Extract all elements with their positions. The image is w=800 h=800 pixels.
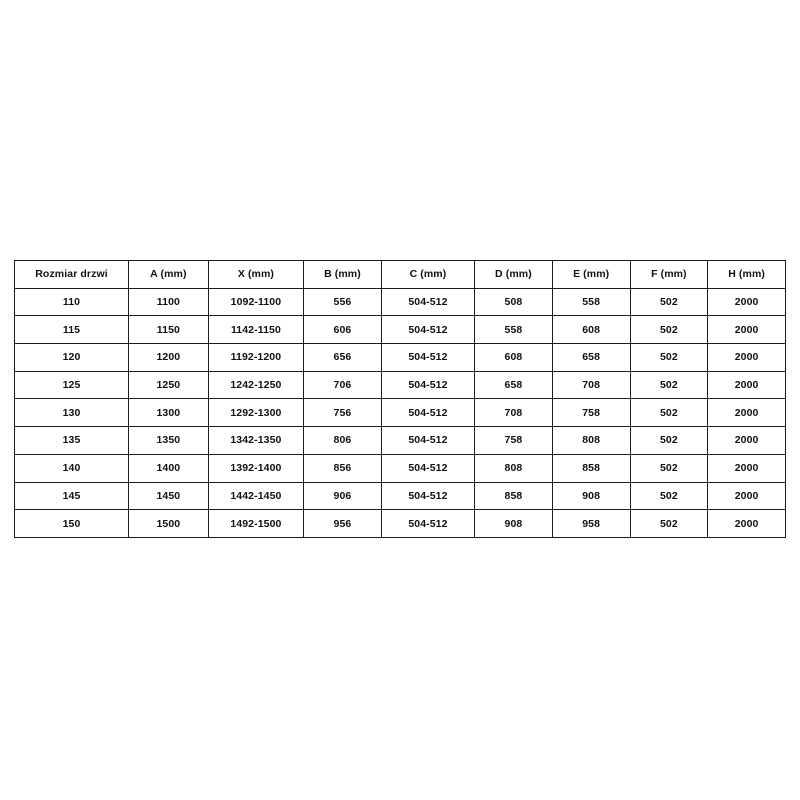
specification-table (14, 260, 786, 538)
cell-b: 906 (304, 482, 382, 510)
cell-f: 502 (630, 399, 708, 427)
cell-c: 504-512 (381, 399, 474, 427)
cell-b: 556 (304, 288, 382, 316)
cell-x: 1192-1200 (208, 344, 303, 372)
column-header-a: A (mm) (128, 261, 208, 289)
cell-b: 806 (304, 427, 382, 455)
cell-e: 708 (552, 371, 630, 399)
cell-a: 1300 (128, 399, 208, 427)
table-header-row (15, 261, 786, 289)
cell-c: 504-512 (381, 344, 474, 372)
cell-h: 2000 (708, 454, 786, 482)
cell-h: 2000 (708, 316, 786, 344)
specification-table-container (14, 260, 786, 538)
cell-d: 758 (475, 427, 553, 455)
table-row (15, 427, 786, 455)
cell-c: 504-512 (381, 482, 474, 510)
cell-door-size: 125 (15, 371, 129, 399)
cell-e: 908 (552, 482, 630, 510)
column-header-e: E (mm) (552, 261, 630, 289)
cell-h: 2000 (708, 427, 786, 455)
cell-door-size: 120 (15, 344, 129, 372)
column-header-x: X (mm) (208, 261, 303, 289)
cell-a: 1150 (128, 316, 208, 344)
cell-a: 1350 (128, 427, 208, 455)
cell-h: 2000 (708, 288, 786, 316)
cell-h: 2000 (708, 510, 786, 538)
table-row (15, 510, 786, 538)
cell-h: 2000 (708, 344, 786, 372)
cell-e: 958 (552, 510, 630, 538)
cell-e: 858 (552, 454, 630, 482)
cell-f: 502 (630, 454, 708, 482)
cell-b: 606 (304, 316, 382, 344)
cell-a: 1500 (128, 510, 208, 538)
cell-e: 808 (552, 427, 630, 455)
cell-a: 1250 (128, 371, 208, 399)
cell-c: 504-512 (381, 427, 474, 455)
table-row (15, 371, 786, 399)
cell-e: 758 (552, 399, 630, 427)
cell-x: 1442-1450 (208, 482, 303, 510)
cell-e: 608 (552, 316, 630, 344)
cell-c: 504-512 (381, 454, 474, 482)
cell-door-size: 150 (15, 510, 129, 538)
cell-x: 1492-1500 (208, 510, 303, 538)
cell-door-size: 135 (15, 427, 129, 455)
cell-d: 658 (475, 371, 553, 399)
cell-door-size: 140 (15, 454, 129, 482)
cell-door-size: 110 (15, 288, 129, 316)
cell-x: 1242-1250 (208, 371, 303, 399)
cell-a: 1200 (128, 344, 208, 372)
cell-door-size: 145 (15, 482, 129, 510)
table-row (15, 399, 786, 427)
cell-b: 856 (304, 454, 382, 482)
cell-c: 504-512 (381, 510, 474, 538)
cell-e: 658 (552, 344, 630, 372)
cell-a: 1400 (128, 454, 208, 482)
cell-a: 1450 (128, 482, 208, 510)
cell-d: 858 (475, 482, 553, 510)
cell-b: 956 (304, 510, 382, 538)
cell-f: 502 (630, 344, 708, 372)
cell-c: 504-512 (381, 371, 474, 399)
table-row (15, 288, 786, 316)
cell-b: 706 (304, 371, 382, 399)
column-header-c: C (mm) (381, 261, 474, 289)
cell-h: 2000 (708, 482, 786, 510)
cell-c: 504-512 (381, 288, 474, 316)
cell-b: 656 (304, 344, 382, 372)
cell-a: 1100 (128, 288, 208, 316)
table-body (15, 288, 786, 537)
cell-h: 2000 (708, 371, 786, 399)
cell-d: 908 (475, 510, 553, 538)
cell-f: 502 (630, 316, 708, 344)
cell-x: 1142-1150 (208, 316, 303, 344)
cell-d: 708 (475, 399, 553, 427)
cell-f: 502 (630, 427, 708, 455)
column-header-h: H (mm) (708, 261, 786, 289)
cell-d: 508 (475, 288, 553, 316)
cell-f: 502 (630, 482, 708, 510)
table-header (15, 261, 786, 289)
column-header-d: D (mm) (475, 261, 553, 289)
cell-door-size: 130 (15, 399, 129, 427)
cell-x: 1392-1400 (208, 454, 303, 482)
cell-b: 756 (304, 399, 382, 427)
column-header-b: B (mm) (304, 261, 382, 289)
column-header-door-size: Rozmiar drzwi (15, 261, 129, 289)
cell-f: 502 (630, 371, 708, 399)
cell-x: 1092-1100 (208, 288, 303, 316)
table-row (15, 454, 786, 482)
cell-x: 1292-1300 (208, 399, 303, 427)
table-row (15, 316, 786, 344)
cell-f: 502 (630, 510, 708, 538)
cell-door-size: 115 (15, 316, 129, 344)
cell-h: 2000 (708, 399, 786, 427)
table-row (15, 482, 786, 510)
cell-c: 504-512 (381, 316, 474, 344)
cell-d: 608 (475, 344, 553, 372)
table-row (15, 344, 786, 372)
cell-x: 1342-1350 (208, 427, 303, 455)
column-header-f: F (mm) (630, 261, 708, 289)
cell-e: 558 (552, 288, 630, 316)
cell-f: 502 (630, 288, 708, 316)
cell-d: 808 (475, 454, 553, 482)
cell-d: 558 (475, 316, 553, 344)
